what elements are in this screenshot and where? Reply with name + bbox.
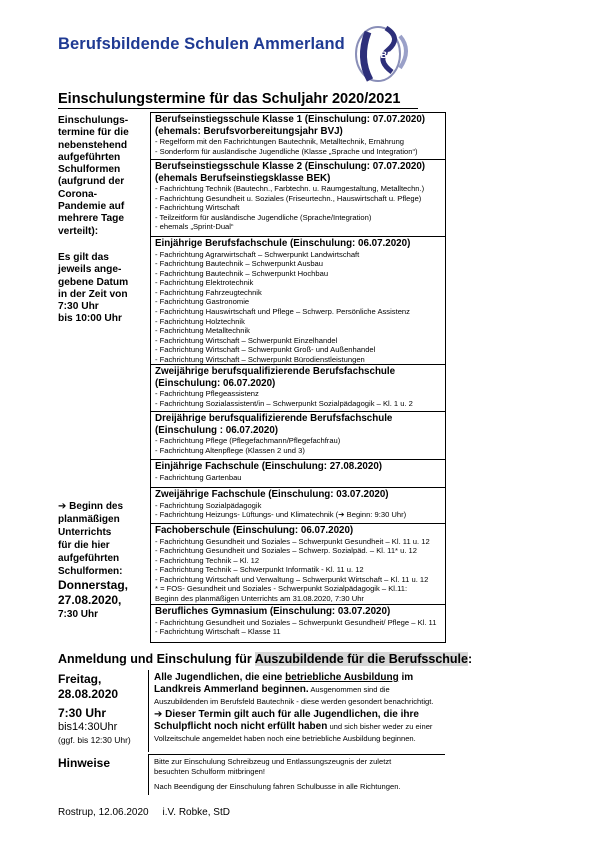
section-items: - Fachrichtung Pflege (Pflegefachmann/Pflegefachfrau) - Fachrichtung Altenpflege (Klassen 2 und 3): [155, 436, 341, 455]
section-heading: Berufseinstiegsschule Klasse 1 (Einschulung: 07.07.2020) (ehemals: Berufsvorbereitungsjahr BVJ): [155, 114, 426, 137]
section-heading: Zweijährige berufsqualifizierende Berufsfachschule (Einschulung: 06.07.2020): [155, 366, 396, 389]
section-items: - Fachrichtung Technik (Bautechn., Farbtechn. u. Raumgestaltung, Metalltechn.) - Fachrichtung Gesundheit u. Soziales (Friseurtechn., Hauswirtschaft u. Pflege) - Fachrichtung Wirtschaft - Teilzeitform für ausländische Jugendliche (Sprache/Integration) - ehemals „Sprint-Dual“: [155, 184, 425, 232]
logo-lettering: BBS: [374, 50, 394, 60]
registration-title-colon: :: [467, 652, 473, 666]
class-start-note: [58, 500, 148, 621]
audience-text-b: im Landkreis Ammerland beginnen.: [154, 672, 414, 695]
section-fs-2: [151, 487, 445, 520]
class-start-text: ➔ Beginn des planmäßigen Unterrichts für die hier aufgeführten Schulformen:: [58, 501, 124, 577]
footer-signature: Rostrup, 12.06.2020 i.V. Robke, StD: [58, 807, 230, 818]
registration-title: [58, 652, 472, 666]
section-items: - Fachrichtung Pflegeassistenz - Fachrichtung Sozialassistent/in – Schwerpunkt Sozialpädagogik – Kl. 1 u. 2: [155, 389, 413, 408]
audience-text-a: Alle Jugendlichen, die eine: [154, 672, 286, 683]
time-info-note: Es gilt das jeweils ange- gebene Datum in der Zeit von 7:30 Uhr bis 10:00 Uhr: [58, 251, 129, 325]
class-start-date: Donnerstag, 27.08.2020,: [58, 578, 129, 607]
notes-line-1: Bitte zur Einschulung Schreibzeug und Entlassungszeugnis der zuletzt besuchten Schulform mitbringen!: [154, 757, 392, 776]
section-heading: Fachoberschule (Einschulung: 06.07.2020): [155, 525, 354, 536]
registration-details: [148, 670, 445, 752]
notes-box: [148, 754, 445, 795]
school-logo: [348, 20, 418, 84]
registration-date: Freitag, 28.08.2020: [58, 672, 119, 701]
notes-label: Hinweise: [58, 756, 111, 770]
section-fos: [151, 523, 445, 604]
notes-line-2: Nach Beendigung der Einschulung fahren Schulbusse in alle Richtungen.: [154, 782, 401, 791]
registration-time-to: bis14:30Uhr: [58, 721, 118, 733]
title-underline: [58, 108, 418, 109]
registration-time: [58, 706, 144, 746]
registration-compulsory-note: [154, 709, 445, 745]
section-items: - Fachrichtung Agrarwirtschaft – Schwerpunkt Landwirtschaft - Fachrichtung Bautechnik – Schwerpunkt Ausbau - Fachrichtung Bautechnik – Schwerpunkt Hochbau - Fachrichtung Elektrotechnik - Fachrichtung Fahrzeugtechnik - Fachrichtung Gastronomie - Fachrichtung Hauswirtschaft und Pflege – Schwerp. Persönliche Assistenz - Fachrichtung Holztechnik - Fachrichtung Metalltechnik - Fachrichtung Wirtschaft – Schwerpunkt Einzelhandel - Fachrichtung Wirtschaft – Schwerpunkt Groß- und Außenhandel - Fachrichtung Wirtschaft – Schwerpunkt Bürodienstleistungen: [155, 249, 410, 365]
section-heading: Berufseinstiegsschule Klasse 2 (Einschulung: 07.07.2020) (ehemals Berufseinstiegsklasse BEK): [155, 161, 426, 184]
section-items: - Fachrichtung Sozialpädagogik - Fachrichtung Heizungs- Lüftungs- und Klimatechnik (➔ Beginn: 9:30 Uhr): [155, 500, 407, 520]
registration-time-from: 7:30 Uhr: [58, 706, 107, 720]
section-items: - Fachrichtung Gesundheit und Soziales – Schwerpunkt Gesundheit/ Pflege – Kl. 11 - Fachrichtung Wirtschaft – Klasse 11: [155, 617, 437, 637]
section-heading: Dreijährige berufsqualifizierende Berufsfachschule (Einschulung : 06.07.2020): [155, 413, 393, 436]
audience-exception: Ausgenommen sind die Auszubildenden im Berufsfeld Bautechnik - diese werden gesondert benachrichtigt.: [154, 685, 434, 706]
section-bg: [151, 604, 445, 637]
section-items: - Regelform mit den Fachrichtungen Bautechnik, Metalltechnik, Ernährung - Sonderform für ausländische Jugendliche (Klasse „Sprache und Integration“): [155, 137, 418, 156]
section-items: - Fachrichtung Gesundheit und Soziales – Schwerpunkt Gesundheit – Kl. 11 u. 12 - Fachrichtung Gesundheit und Soziales – Schwerp. Sozialpäd. – Kl. 11* u. 12 - Fachrichtung Technik – Kl. 12 - Fachrichtung Technik – Schwerpunkt Informatik - Kl. 11 u. 12 - Fachrichtung Wirtschaft und Verwaltung – Schwerpunkt Wirtschaft – Kl. 11 u. 12 * = FOS- Gesundheit und Soziales - Schwerpunkt Sozialpädagogik – Kl.11: Beginn des planmäßigen Unterrichts am 31.08.2020, 7:30 Uhr: [155, 536, 430, 604]
section-heading: Zweijährige Fachschule (Einschulung: 03.07.2020): [155, 489, 389, 500]
section-bfs-1: [151, 236, 445, 365]
section-bfs-2: [151, 364, 445, 408]
section-bfs-3: [151, 411, 445, 455]
registration-time-note: (ggf. bis 12:30 Uhr): [58, 735, 131, 745]
section-items: - Fachrichtung Gartenbau: [155, 472, 242, 482]
section-heading: Einjährige Fachschule (Einschulung: 27.08.2020): [155, 461, 383, 472]
audience-text-underlined: betriebliche Ausbildung: [285, 672, 399, 683]
registration-title-highlight: Auszubildende für die Berufsschule: [254, 652, 468, 666]
compulsory-detail: und sich bisher weder zu einer Vollzeitschule angemeldet haben noch eine betriebliche Ausbildung beginnen.: [154, 722, 433, 743]
section-bes-1: [151, 112, 445, 156]
registration-title-text: Anmeldung und Einschulung für: [58, 652, 255, 666]
section-fs-1: [151, 459, 445, 482]
section-heading: Berufliches Gymnasium (Einschulung: 03.07.2020): [155, 606, 391, 617]
left-column: [58, 115, 148, 326]
registration-audience: [154, 672, 445, 708]
schedule-table: [150, 112, 446, 643]
page-title: Einschulungstermine für das Schuljahr 2020/2021: [58, 91, 401, 107]
class-start-time: 7:30 Uhr: [58, 609, 99, 620]
section-bes-2: [151, 159, 445, 232]
school-name: Berufsbildende Schulen Ammerland: [58, 35, 345, 53]
compulsory-text: ➔ Dieser Termin gilt auch für alle Jugendlichen, die ihre Schulpflicht noch nicht erfüllt haben: [154, 709, 419, 732]
section-heading: Einjährige Berufsfachschule (Einschulung: 06.07.2020): [155, 238, 411, 249]
intro-note: Einschulungs- termine für die nebenstehend aufgeführten Schulformen (aufgrund der Corona- Pandemie auf mehrere Tage verteilt):: [58, 115, 129, 237]
